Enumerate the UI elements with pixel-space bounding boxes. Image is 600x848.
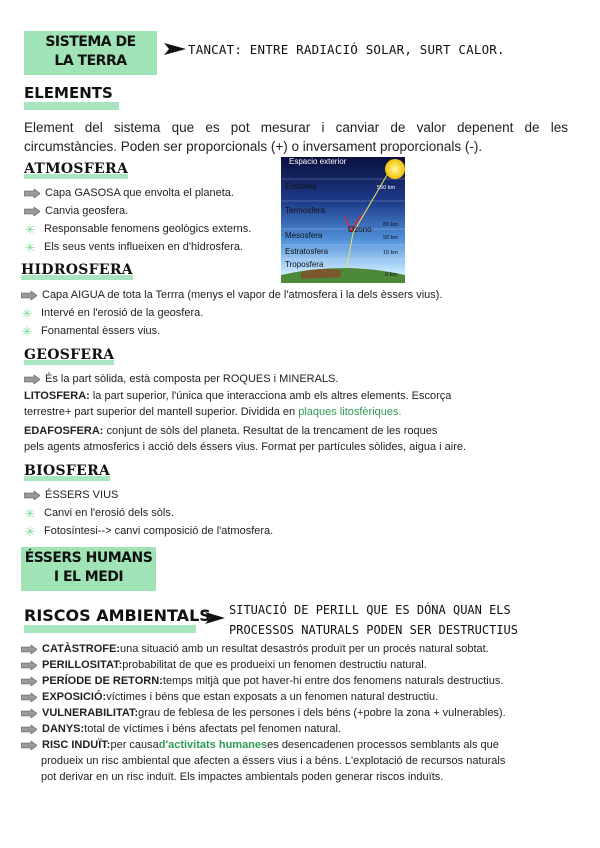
atmosfera-item-4: ✳ Els seus vents influeixen en d'hidrosfera. — [24, 239, 243, 255]
main-title-line1: SISTEMA DE — [45, 34, 136, 50]
elements-heading — [24, 84, 113, 102]
star-icon: ✳ — [24, 505, 36, 521]
diagram-alt-50: 50 km — [383, 235, 398, 241]
arrow-icon — [21, 725, 37, 733]
edafosfera-term: EDAFOSFERA: — [24, 425, 104, 437]
humans-title-line2: I EL MEDI — [53, 569, 124, 585]
biosfera-item-3: ✳ Fotosíntesi--> canvi composició de l'atmosfera. — [24, 523, 274, 539]
activitats-humanes-link: d'activitats humanes — [158, 739, 268, 751]
riscos-heading — [24, 606, 211, 625]
risk-def-catastrofe: CATÀSTROFE: una situació amb un resultat desastrós produït per un procés natural sobtat. — [21, 641, 581, 657]
arrow-icon — [21, 291, 37, 299]
arrow-icon — [21, 741, 37, 749]
risk-def-periode-retorn: PERÍODE DE RETORN: temps mitjà que pot haver-hi entre dos fenomens naturals destructius. — [21, 673, 581, 689]
arrow-icon — [24, 207, 40, 215]
main-title-line2: LA TERRA — [54, 53, 127, 69]
star-icon: ✳ — [21, 323, 33, 339]
riscos-underline — [24, 625, 196, 633]
elements-underline — [24, 102, 119, 110]
arrow-icon — [21, 693, 37, 701]
biosfera-heading — [24, 463, 110, 481]
diagram-label-ozono: Ozono — [348, 225, 372, 234]
arrow-icon — [24, 189, 40, 197]
biosfera-title: BIOSFERA — [24, 463, 111, 479]
humans-title-box — [21, 547, 156, 591]
atmosfera-item-3: ✳ Responsable fenomens geològics externs. — [24, 221, 252, 237]
star-icon: ✳ — [24, 221, 36, 237]
hidrosfera-heading — [21, 262, 133, 280]
risk-def-vulnerabilitat: VULNERABILITAT: grau de feblesa de les persones i dels béns (+pobre la zona + vulnerables). — [21, 705, 581, 721]
riscos-tagline: SITUACIÓ DE PERILL QUE ES DÓNA QUAN ELS PROCESSOS NATURALS PODEN SER DESTRUCTIUS — [229, 603, 518, 637]
diagram-label-termosfera: Termosfera — [285, 206, 326, 215]
header-tagline: TANCAT: ENTRE RADIACIÓ SOLAR, SURT CALOR. — [188, 42, 505, 57]
biosfera-item-2: ✳ Canvi en l'erosió dels sòls. — [24, 505, 174, 521]
diagram-alt-80: 80 km — [383, 222, 398, 228]
risk-def-exposicio: EXPOSICIÓ: víctimes i béns que estan exposats a un fenomen natural destructiu. — [21, 689, 581, 705]
atmosfera-item-2: Canvia geosfera. — [24, 205, 128, 217]
header-arrow-icon — [164, 42, 186, 61]
star-icon: ✳ — [21, 305, 33, 321]
star-icon: ✳ — [24, 239, 36, 255]
hidrosfera-item-3: ✳ Fonamental èssers vius. — [21, 323, 161, 339]
arrow-icon — [21, 645, 37, 653]
arrow-icon — [21, 709, 37, 717]
atmosfera-item-1: Capa GASOSA que envolta el planeta. — [24, 187, 234, 199]
geosfera-item-1: És la part sòlida, està composta per ROQUES i MINERALS. — [24, 373, 338, 385]
diagram-label-top: Espacio exterior — [289, 157, 347, 166]
risc-induit-line3: pot derivar en un risc induït. Els impactes ambientals poden generar riscos induïts. — [41, 771, 444, 783]
arrow-icon — [21, 677, 37, 685]
main-title-box — [24, 31, 157, 75]
diagram-label-exosfera: Exosfera — [285, 182, 317, 191]
hidrosfera-title: HIDROSFERA — [21, 262, 133, 278]
star-icon: ✳ — [24, 523, 36, 539]
risk-def-perillositat: PERILLOSITAT: probabilitat de que es produeixi un fenomen destructiu natural. — [21, 657, 581, 673]
humans-title-line1: ÉSSERS HUMANS — [24, 550, 153, 566]
diagram-alt-0: 0 km — [385, 272, 397, 278]
risk-def-danys: DANYS: total de víctimes i béns afectats pel fenomen natural. — [21, 721, 581, 737]
diagram-alt-10: 10 km — [383, 250, 398, 256]
edafosfera-definition: EDAFOSFERA: conjunt de sòls del planeta. Resultat de la trencament de les roques pels agents atmosferics i acció dels éssers vius. Format per partícules sòlides, aigua i aire. — [24, 425, 467, 453]
risk-def-risc-induit: RISC INDUÏT: per causa d'activitats humanes es desencadenen processos semblants als que — [21, 737, 581, 753]
atmosfera-title: ATMOSFERA — [24, 161, 129, 177]
diagram-label-mesosfera: Mesosfera — [285, 231, 323, 240]
hidrosfera-item-1: Capa AIGUA de tota la Terrra (menys el vapor de l'atmosfera i la dels èssers vius). — [21, 289, 443, 301]
diagram-alt-550: 550 km — [377, 185, 396, 191]
plaques-link: plaques litosfèriques. — [298, 406, 402, 418]
litosfera-definition: LITOSFERA: la part superior, l'única que interacciona amb els altres elements. Escorça terrestre+ part superior del mantell superior. Dividida en plaques litosfèriques. — [24, 390, 452, 418]
biosfera-item-1: ÉSSERS VIUS — [24, 489, 118, 501]
atmosfera-heading — [24, 161, 128, 179]
diagram-label-troposfera: Troposfera — [285, 260, 324, 269]
arrow-icon — [21, 661, 37, 669]
arrow-icon — [24, 491, 40, 499]
geosfera-heading — [24, 347, 114, 365]
risc-induit-line2: produeix un risc ambiental que afecten a éssers vius i a béns. L'explotació de recursos naturals — [41, 755, 506, 767]
atmosphere-layers-diagram — [281, 157, 405, 283]
riscos-arrow-icon — [205, 611, 225, 630]
litosfera-term: LITOSFERA: — [24, 390, 90, 402]
elements-definition: Element del sistema que es pot mesurar i canviar de valor depenent de les circumstàncies. Poden ser proporcionals (+) o inversament proporcionals (-). — [24, 120, 568, 154]
geosfera-title: GEOSFERA — [24, 347, 115, 363]
diagram-label-estratosfera: Estratosfera — [285, 247, 329, 256]
hidrosfera-item-2: ✳ Intervé en l'erosió de la geosfera. — [21, 305, 204, 321]
elements-title: ELEMENTS — [24, 84, 113, 102]
arrow-icon — [24, 375, 40, 383]
riscos-title: RISCOS AMBIENTALS — [24, 606, 211, 625]
riscos-definitions — [21, 641, 581, 785]
